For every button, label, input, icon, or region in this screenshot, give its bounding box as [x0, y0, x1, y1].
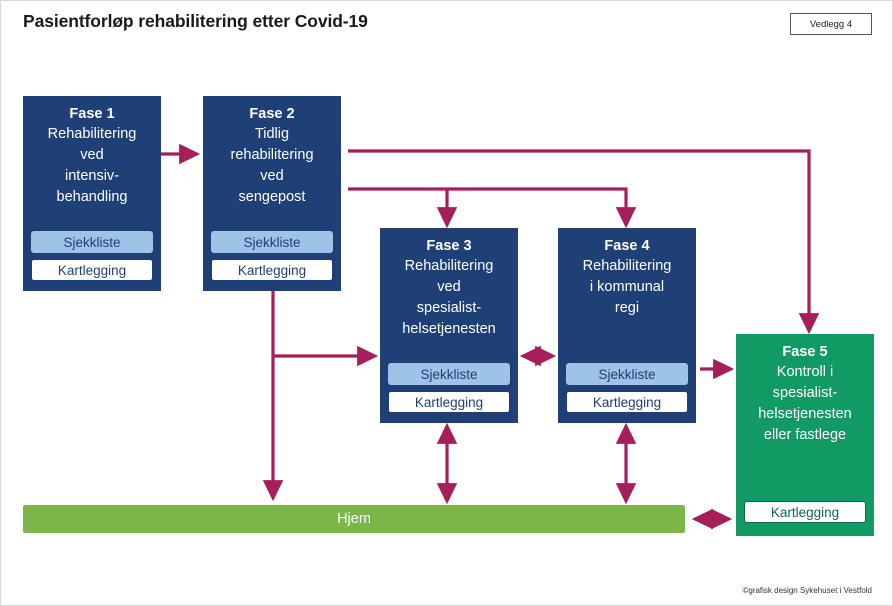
checklist-pill[interactable]: Sjekkliste — [31, 231, 153, 253]
page-title: Pasientforløp rehabilitering etter Covid-19 — [23, 11, 368, 31]
mapping-pill[interactable]: Kartlegging — [388, 391, 510, 413]
phase-box-fase-3[interactable] — [380, 228, 518, 423]
phase-subtitle-line: i kommunal — [589, 279, 665, 295]
mapping-pill[interactable]: Kartlegging — [744, 501, 866, 523]
phase-box-fase-1[interactable] — [23, 96, 161, 291]
phase-title: Fase 2 — [249, 106, 295, 122]
home-bar[interactable] — [23, 505, 685, 533]
attachment-badge: Vedlegg 4 — [790, 13, 872, 35]
credit-text: ©grafisk design Sykehuset i Vestfold — [742, 586, 872, 595]
phase-subtitle-line: helsetjenesten — [758, 406, 852, 422]
phase-subtitle-line: helsetjenesten — [402, 321, 496, 337]
mapping-pill[interactable]: Kartlegging — [211, 259, 333, 281]
phase-subtitle-line: behandling — [56, 189, 128, 205]
phase-subtitle-line: Rehabilitering — [404, 258, 494, 274]
mapping-pill[interactable]: Kartlegging — [31, 259, 153, 281]
phase-title: Fase 4 — [604, 238, 650, 254]
phase-subtitle-line: regi — [614, 300, 640, 316]
home-label: Hjem — [337, 511, 371, 527]
checklist-pill[interactable]: Sjekkliste — [566, 363, 688, 385]
phase-subtitle-line: spesialist- — [416, 300, 482, 316]
phase-subtitle-line: eller fastlege — [763, 427, 847, 443]
phase-subtitle-line: Kontroll i — [776, 364, 834, 380]
phase-subtitle-line: ved — [80, 147, 104, 163]
phase-subtitle-line: Rehabilitering — [47, 126, 137, 142]
phase-subtitle-line: rehabilitering — [230, 147, 314, 163]
phase-title: Fase 5 — [782, 344, 828, 360]
checklist-pill[interactable]: Sjekkliste — [211, 231, 333, 253]
phase-box-fase-5[interactable] — [736, 334, 874, 536]
phase-title: Fase 3 — [426, 238, 472, 254]
mapping-pill[interactable]: Kartlegging — [566, 391, 688, 413]
phase-box-fase-4[interactable] — [558, 228, 696, 423]
phase-subtitle-line: intensiv- — [65, 168, 119, 184]
phase-subtitle-line: sengepost — [238, 189, 306, 205]
phase-subtitle-line: spesialist- — [772, 385, 838, 401]
phase-title: Fase 1 — [69, 106, 115, 122]
checklist-pill[interactable]: Sjekkliste — [388, 363, 510, 385]
phase-subtitle-line: ved — [437, 279, 461, 295]
phase-subtitle-line: ved — [260, 168, 284, 184]
phase-box-fase-2[interactable] — [203, 96, 341, 291]
phase-subtitle-line: Tidlig — [254, 126, 290, 142]
phase-subtitle-line: Rehabilitering — [582, 258, 672, 274]
